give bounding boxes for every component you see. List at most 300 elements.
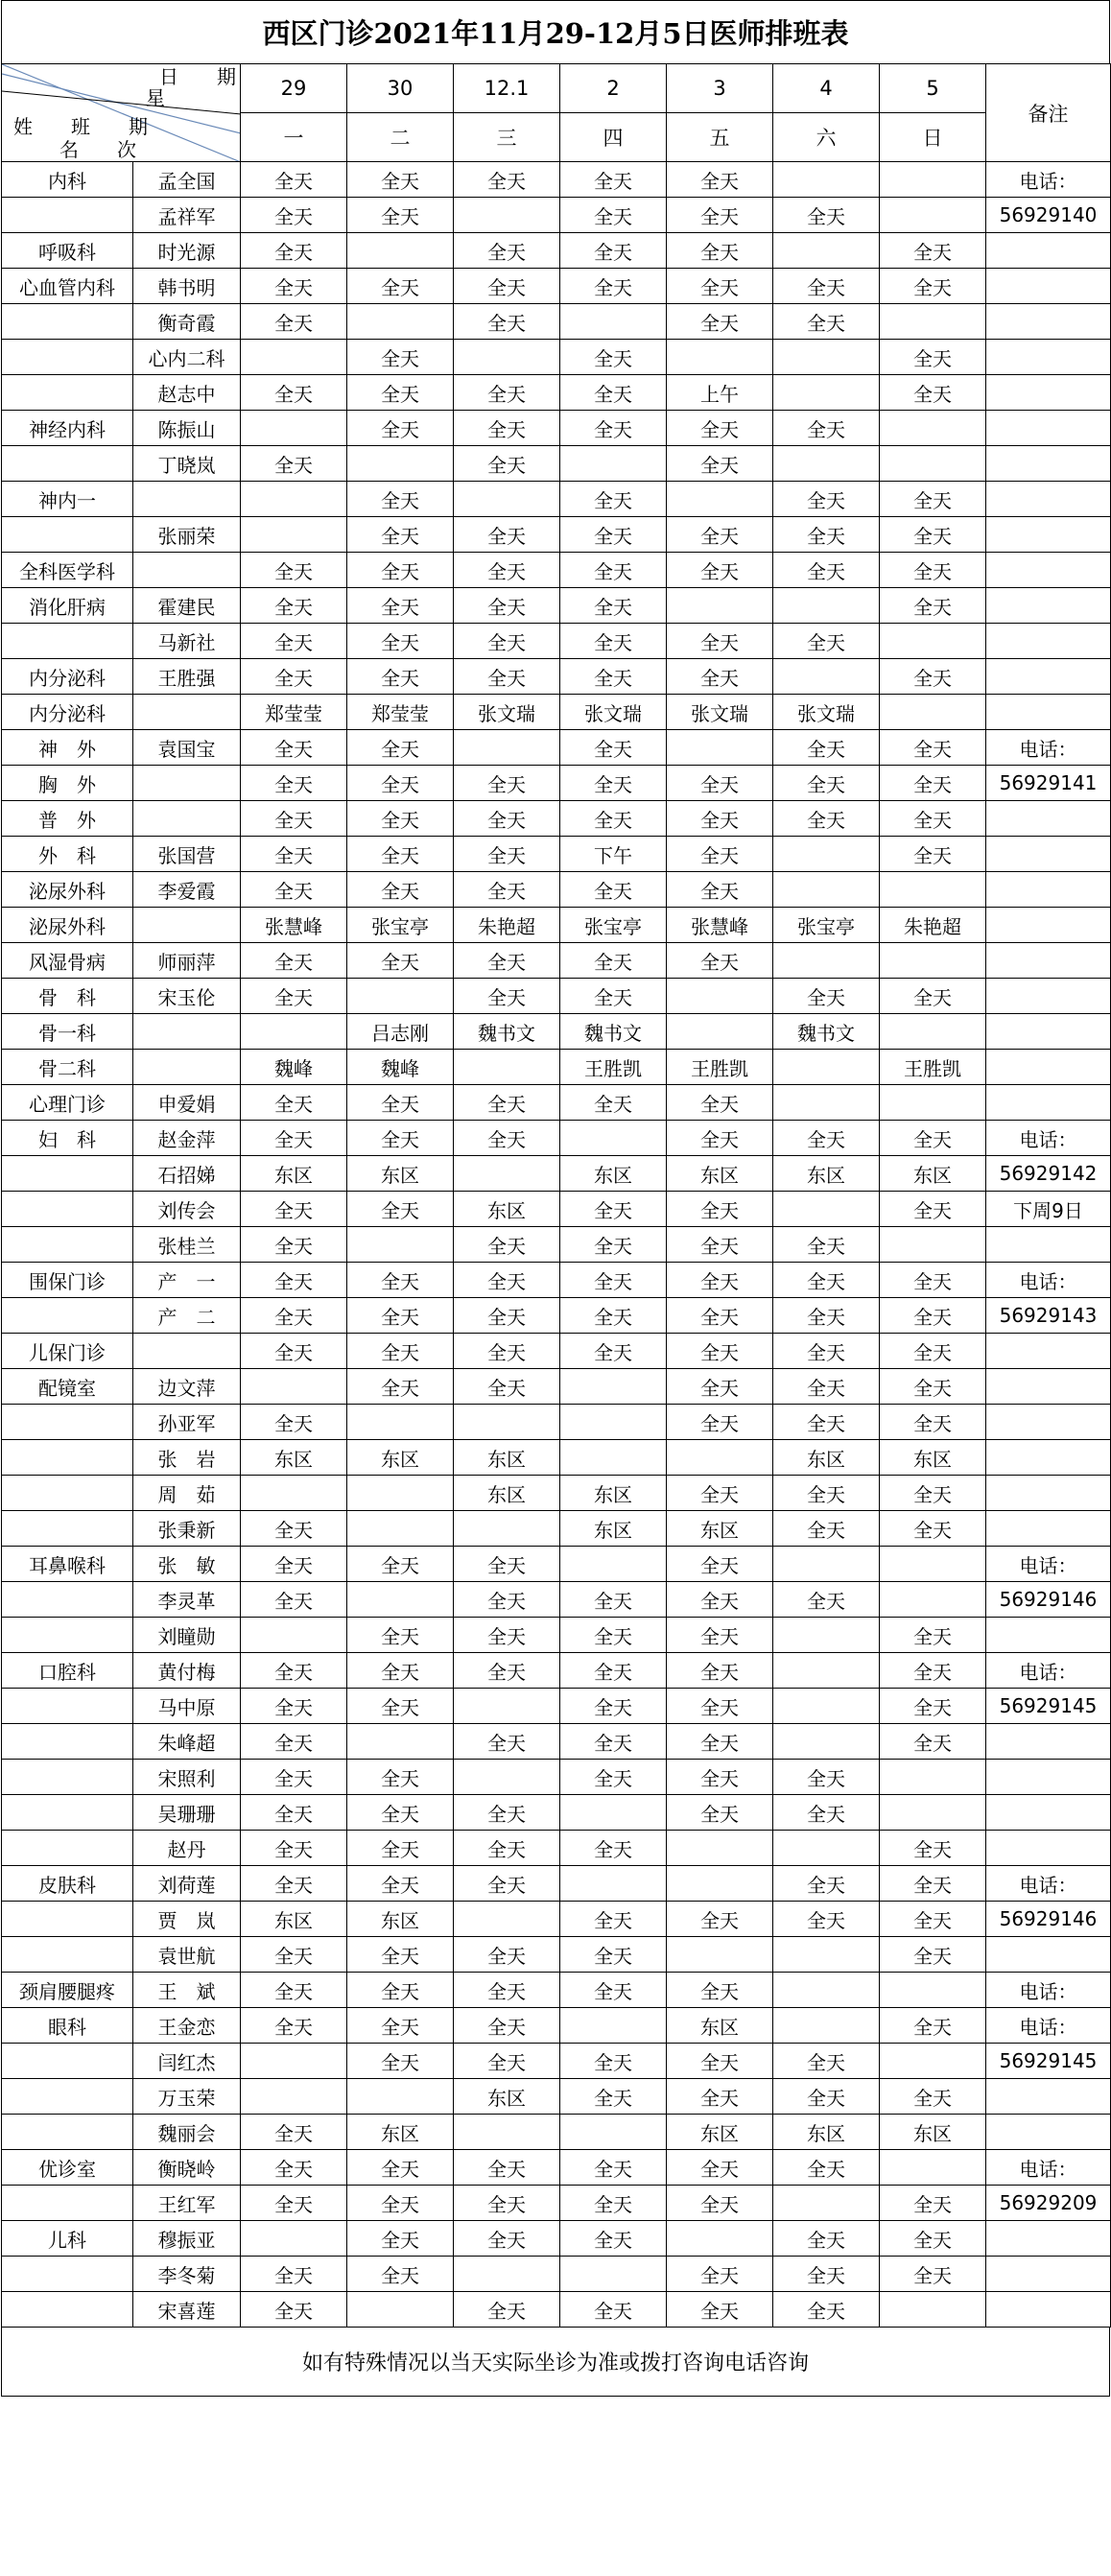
shift-cell: 全天	[560, 1618, 667, 1653]
shift-cell	[241, 1014, 347, 1050]
shift-cell: 全天	[773, 2221, 880, 2257]
shift-cell: 上午	[667, 375, 773, 411]
shift-cell: 全天	[454, 2044, 560, 2079]
shift-cell	[454, 2257, 560, 2292]
dept-cell	[2, 1405, 133, 1440]
shift-cell	[241, 2079, 347, 2115]
shift-cell: 魏峰	[241, 1050, 347, 1085]
table-row	[2, 695, 1111, 730]
doctor-cell: 心内二科	[133, 340, 241, 375]
shift-cell: 全天	[560, 1760, 667, 1795]
shift-cell: 东区	[773, 1440, 880, 1476]
shift-cell: 全天	[773, 304, 880, 340]
dept-cell	[2, 1831, 133, 1866]
table-row	[2, 2257, 1111, 2292]
shift-cell: 全天	[880, 2257, 986, 2292]
shift-cell	[773, 162, 880, 198]
shift-cell: 全天	[241, 1831, 347, 1866]
remark-cell	[986, 2257, 1111, 2292]
shift-cell: 王胜凯	[880, 1050, 986, 1085]
table-row	[2, 2221, 1111, 2257]
shift-cell	[454, 482, 560, 517]
dept-cell: 骨一科	[2, 1014, 133, 1050]
shift-cell: 东区	[560, 1156, 667, 1192]
shift-cell	[773, 1085, 880, 1121]
shift-cell: 全天	[347, 1263, 454, 1298]
shift-cell: 全天	[880, 1476, 986, 1511]
shift-cell	[347, 1511, 454, 1547]
remark-cell: 电话：	[986, 1121, 1111, 1156]
shift-cell: 全天	[667, 1582, 773, 1618]
shift-cell: 全天	[454, 375, 560, 411]
shift-cell: 全天	[667, 943, 773, 979]
shift-cell: 全天	[241, 2008, 347, 2044]
doctor-cell: 师丽萍	[133, 943, 241, 979]
shift-cell	[560, 1369, 667, 1405]
doctor-cell: 赵金萍	[133, 1121, 241, 1156]
shift-cell: 全天	[347, 872, 454, 908]
shift-cell: 全天	[241, 446, 347, 482]
dept-cell: 心理门诊	[2, 1085, 133, 1121]
remark-cell: 电话：	[986, 1263, 1111, 1298]
shift-cell: 全天	[454, 2186, 560, 2221]
dept-cell: 心血管内科	[2, 269, 133, 304]
doctor-cell: 王红军	[133, 2186, 241, 2221]
table-row	[2, 943, 1111, 979]
doctor-cell: 李灵革	[133, 1582, 241, 1618]
shift-cell: 全天	[667, 162, 773, 198]
shift-cell: 全天	[241, 198, 347, 233]
shift-cell	[241, 1618, 347, 1653]
shift-cell: 全天	[560, 1227, 667, 1263]
shift-cell: 全天	[454, 659, 560, 695]
table-row	[2, 1902, 1111, 1937]
shift-cell: 全天	[347, 1653, 454, 1689]
dept-cell: 儿科	[2, 2221, 133, 2257]
shift-cell: 全天	[560, 1831, 667, 1866]
shift-cell: 全天	[241, 624, 347, 659]
remark-cell	[986, 624, 1111, 659]
shift-cell: 全天	[454, 1334, 560, 1369]
header-weekday: 日	[880, 113, 986, 162]
shift-cell	[560, 1405, 667, 1440]
shift-cell	[560, 2115, 667, 2150]
remark-cell	[986, 340, 1111, 375]
shift-cell: 全天	[880, 233, 986, 269]
shift-cell: 全天	[880, 1369, 986, 1405]
shift-cell: 全天	[347, 2008, 454, 2044]
shift-cell: 全天	[347, 659, 454, 695]
remark-cell	[986, 872, 1111, 908]
doctor-cell: 马新社	[133, 624, 241, 659]
shift-cell: 全天	[347, 837, 454, 872]
dept-cell	[2, 1440, 133, 1476]
shift-cell	[773, 2186, 880, 2221]
shift-cell: 全天	[241, 2186, 347, 2221]
table-row	[2, 837, 1111, 872]
shift-cell: 张文瑞	[454, 695, 560, 730]
shift-cell: 全天	[560, 2186, 667, 2221]
table-row	[2, 198, 1111, 233]
dept-cell	[2, 304, 133, 340]
shift-cell: 全天	[241, 1973, 347, 2008]
shift-cell: 全天	[347, 1618, 454, 1653]
shift-cell: 全天	[454, 1973, 560, 2008]
remark-cell	[986, 304, 1111, 340]
doctor-cell: 衡奇霞	[133, 304, 241, 340]
shift-cell: 全天	[773, 1405, 880, 1440]
header-remark: 备注	[986, 64, 1111, 162]
table-row	[2, 1334, 1111, 1369]
shift-cell: 全天	[454, 1582, 560, 1618]
table-row	[2, 1192, 1111, 1227]
shift-cell: 全天	[347, 1085, 454, 1121]
shift-cell: 全天	[560, 872, 667, 908]
doctor-cell	[133, 1334, 241, 1369]
shift-cell: 全天	[773, 2292, 880, 2328]
shift-cell: 全天	[773, 1866, 880, 1902]
corner-date-label: 日 期	[159, 65, 236, 88]
doctor-cell: 衡晓岭	[133, 2150, 241, 2186]
shift-cell	[241, 411, 347, 446]
shift-cell: 全天	[773, 1121, 880, 1156]
doctor-cell: 刘荷莲	[133, 1866, 241, 1902]
corner-name-label: 姓 班 期	[13, 115, 148, 138]
remark-cell	[986, 1014, 1111, 1050]
doctor-cell: 万玉荣	[133, 2079, 241, 2115]
shift-cell: 全天	[454, 1618, 560, 1653]
table-row	[2, 2186, 1111, 2221]
shift-cell: 全天	[880, 269, 986, 304]
dept-cell	[2, 375, 133, 411]
shift-cell: 全天	[241, 1298, 347, 1334]
dept-cell	[2, 1476, 133, 1511]
shift-cell	[880, 624, 986, 659]
doctor-cell	[133, 553, 241, 588]
dept-cell	[2, 1511, 133, 1547]
table-row	[2, 1227, 1111, 1263]
doctor-cell: 宋照利	[133, 1760, 241, 1795]
table-row	[2, 1405, 1111, 1440]
shift-cell: 张宝亭	[560, 908, 667, 943]
shift-cell: 全天	[667, 1085, 773, 1121]
shift-cell	[667, 340, 773, 375]
shift-cell: 全天	[773, 482, 880, 517]
shift-cell: 全天	[880, 801, 986, 837]
shift-cell: 全天	[241, 2292, 347, 2328]
doctor-cell: 申爱娟	[133, 1085, 241, 1121]
dept-cell: 儿保门诊	[2, 1334, 133, 1369]
shift-cell: 全天	[241, 1724, 347, 1760]
table-row	[2, 1973, 1111, 2008]
shift-cell: 全天	[880, 1405, 986, 1440]
shift-cell	[880, 1227, 986, 1263]
table-row	[2, 375, 1111, 411]
shift-cell	[880, 872, 986, 908]
doctor-cell: 陈振山	[133, 411, 241, 446]
table-row	[2, 1582, 1111, 1618]
shift-cell	[667, 588, 773, 624]
shift-cell: 全天	[241, 1405, 347, 1440]
shift-cell: 全天	[241, 553, 347, 588]
shift-cell: 全天	[773, 801, 880, 837]
shift-cell: 全天	[880, 1937, 986, 1973]
shift-cell: 王胜凯	[667, 1050, 773, 1085]
shift-cell: 郑莹莹	[241, 695, 347, 730]
remark-cell	[986, 1831, 1111, 1866]
header-weekday: 二	[347, 113, 454, 162]
shift-cell	[454, 1050, 560, 1085]
doctor-cell: 产 一	[133, 1263, 241, 1298]
shift-cell	[880, 1014, 986, 1050]
shift-cell: 全天	[560, 375, 667, 411]
shift-cell: 全天	[880, 1866, 986, 1902]
shift-cell: 全天	[880, 2008, 986, 2044]
remark-cell	[986, 553, 1111, 588]
remark-cell: 56929142	[986, 1156, 1111, 1192]
doctor-cell	[133, 482, 241, 517]
schedule-body	[2, 162, 1111, 2328]
shift-cell: 全天	[667, 1405, 773, 1440]
shift-cell: 全天	[560, 659, 667, 695]
shift-cell: 全天	[347, 1298, 454, 1334]
table-row	[2, 908, 1111, 943]
dept-cell	[2, 1227, 133, 1263]
shift-cell: 王胜凯	[560, 1050, 667, 1085]
remark-cell	[986, 517, 1111, 553]
shift-cell: 全天	[454, 1547, 560, 1582]
table-row	[2, 2079, 1111, 2115]
doctor-cell	[133, 908, 241, 943]
shift-cell: 东区	[454, 1440, 560, 1476]
doctor-cell	[133, 1014, 241, 1050]
dept-cell	[2, 1298, 133, 1334]
shift-cell: 全天	[347, 2044, 454, 2079]
dept-cell	[2, 1156, 133, 1192]
shift-cell: 全天	[241, 1334, 347, 1369]
doctor-cell: 闫红杰	[133, 2044, 241, 2079]
remark-cell	[986, 801, 1111, 837]
dept-cell	[2, 2115, 133, 2150]
shift-cell: 朱艳超	[880, 908, 986, 943]
shift-cell	[667, 1014, 773, 1050]
table-row	[2, 1724, 1111, 1760]
shift-cell: 全天	[347, 1547, 454, 1582]
shift-cell	[454, 1902, 560, 1937]
shift-cell: 全天	[560, 2079, 667, 2115]
table-row	[2, 1511, 1111, 1547]
shift-cell: 全天	[454, 446, 560, 482]
shift-cell	[880, 162, 986, 198]
shift-cell: 全天	[667, 1298, 773, 1334]
shift-cell: 全天	[560, 411, 667, 446]
header-date: 29	[241, 64, 347, 113]
shift-cell: 全天	[241, 837, 347, 872]
shift-cell: 东区	[880, 2115, 986, 2150]
shift-cell: 全天	[241, 2150, 347, 2186]
dept-cell	[2, 2044, 133, 2079]
table-row	[2, 517, 1111, 553]
remark-cell	[986, 1050, 1111, 1085]
shift-cell: 全天	[560, 979, 667, 1014]
dept-cell: 风湿骨病	[2, 943, 133, 979]
remark-cell	[986, 482, 1111, 517]
doctor-cell	[133, 1050, 241, 1085]
header-date: 30	[347, 64, 454, 113]
shift-cell: 全天	[880, 1263, 986, 1298]
shift-cell	[560, 1795, 667, 1831]
shift-cell	[773, 872, 880, 908]
remark-cell: 电话：	[986, 162, 1111, 198]
shift-cell: 全天	[347, 2257, 454, 2292]
shift-cell	[560, 2257, 667, 2292]
footer-note: 如有特殊情况以当天实际坐诊为准或拨打咨询电话咨询	[1, 2328, 1110, 2397]
shift-cell: 全天	[347, 1334, 454, 1369]
remark-cell	[986, 1440, 1111, 1476]
remark-cell	[986, 2115, 1111, 2150]
dept-cell: 呼吸科	[2, 233, 133, 269]
shift-cell: 全天	[560, 2292, 667, 2328]
shift-cell: 全天	[560, 517, 667, 553]
doctor-cell: 刘瞳勋	[133, 1618, 241, 1653]
shift-cell: 全天	[347, 553, 454, 588]
shift-cell: 全天	[667, 1618, 773, 1653]
shift-cell: 东区	[560, 1511, 667, 1547]
header-date: 2	[560, 64, 667, 113]
remark-cell	[986, 2292, 1111, 2328]
shift-cell: 全天	[880, 517, 986, 553]
doctor-cell: 赵志中	[133, 375, 241, 411]
shift-cell	[560, 304, 667, 340]
shift-cell	[347, 304, 454, 340]
shift-cell: 全天	[880, 730, 986, 766]
shift-cell: 全天	[347, 801, 454, 837]
shift-cell: 全天	[241, 375, 347, 411]
shift-cell: 全天	[241, 233, 347, 269]
table-row	[2, 1263, 1111, 1298]
shift-cell	[773, 1724, 880, 1760]
shift-cell: 东区	[667, 2115, 773, 2150]
shift-cell	[773, 1689, 880, 1724]
dept-cell	[2, 2186, 133, 2221]
header-weekday: 五	[667, 113, 773, 162]
table-row	[2, 730, 1111, 766]
shift-cell: 全天	[667, 1547, 773, 1582]
header-corner	[2, 64, 241, 162]
shift-cell	[667, 1831, 773, 1866]
dept-cell: 普 外	[2, 801, 133, 837]
table-row	[2, 1298, 1111, 1334]
shift-cell: 全天	[560, 198, 667, 233]
shift-cell: 东区	[773, 2115, 880, 2150]
shift-cell	[880, 446, 986, 482]
shift-cell: 全天	[667, 1263, 773, 1298]
table-row	[2, 979, 1111, 1014]
shift-cell: 全天	[880, 1831, 986, 1866]
table-row	[2, 482, 1111, 517]
shift-cell: 全天	[560, 269, 667, 304]
shift-cell: 全天	[667, 2186, 773, 2221]
shift-cell: 张文瑞	[560, 695, 667, 730]
doctor-cell: 孙亚军	[133, 1405, 241, 1440]
shift-cell: 全天	[241, 943, 347, 979]
shift-cell: 全天	[560, 1085, 667, 1121]
remark-cell	[986, 1405, 1111, 1440]
remark-cell: 56929140	[986, 198, 1111, 233]
doctor-cell: 穆振亚	[133, 2221, 241, 2257]
shift-cell: 全天	[667, 446, 773, 482]
dept-cell: 口腔科	[2, 1653, 133, 1689]
shift-cell	[241, 517, 347, 553]
dept-cell: 消化肝病	[2, 588, 133, 624]
shift-cell	[880, 1085, 986, 1121]
shift-cell	[241, 482, 347, 517]
shift-cell: 全天	[560, 766, 667, 801]
shift-cell: 全天	[667, 659, 773, 695]
shift-cell	[773, 340, 880, 375]
doctor-cell: 宋玉伦	[133, 979, 241, 1014]
doctor-cell: 张丽荣	[133, 517, 241, 553]
table-row	[2, 1476, 1111, 1511]
shift-cell: 全天	[347, 1192, 454, 1227]
doctor-cell: 孟祥军	[133, 198, 241, 233]
shift-cell: 全天	[880, 1511, 986, 1547]
shift-cell	[880, 304, 986, 340]
dept-cell	[2, 1902, 133, 1937]
shift-cell: 全天	[667, 233, 773, 269]
table-row	[2, 340, 1111, 375]
shift-cell	[560, 2008, 667, 2044]
shift-cell	[454, 340, 560, 375]
shift-cell: 全天	[241, 730, 347, 766]
shift-cell	[773, 588, 880, 624]
corner-weekday-label: 星	[146, 86, 165, 109]
remark-cell	[986, 446, 1111, 482]
shift-cell	[454, 1689, 560, 1724]
shift-cell	[667, 1440, 773, 1476]
remark-cell: 56929146	[986, 1902, 1111, 1937]
dept-cell	[2, 446, 133, 482]
dept-cell: 内分泌科	[2, 659, 133, 695]
shift-cell: 全天	[773, 1511, 880, 1547]
remark-cell	[986, 1227, 1111, 1263]
shift-cell: 全天	[560, 1298, 667, 1334]
remark-cell	[986, 837, 1111, 872]
shift-cell: 全天	[560, 1653, 667, 1689]
shift-cell	[347, 233, 454, 269]
shift-cell	[880, 198, 986, 233]
shift-cell	[454, 198, 560, 233]
shift-cell: 全天	[241, 1582, 347, 1618]
table-row	[2, 553, 1111, 588]
table-row	[2, 411, 1111, 446]
shift-cell	[773, 2008, 880, 2044]
shift-cell: 全天	[773, 730, 880, 766]
shift-cell: 全天	[241, 766, 347, 801]
shift-cell	[880, 1547, 986, 1582]
shift-cell: 全天	[773, 1795, 880, 1831]
dept-cell: 耳鼻喉科	[2, 1547, 133, 1582]
doctor-cell: 张 敏	[133, 1547, 241, 1582]
table-row	[2, 2115, 1111, 2150]
table-row	[2, 1831, 1111, 1866]
doctor-cell: 袁世航	[133, 1937, 241, 1973]
dept-cell	[2, 198, 133, 233]
shift-cell: 全天	[560, 1937, 667, 1973]
shift-cell: 全天	[880, 837, 986, 872]
shift-cell: 全天	[241, 1263, 347, 1298]
dept-cell: 泌尿外科	[2, 872, 133, 908]
